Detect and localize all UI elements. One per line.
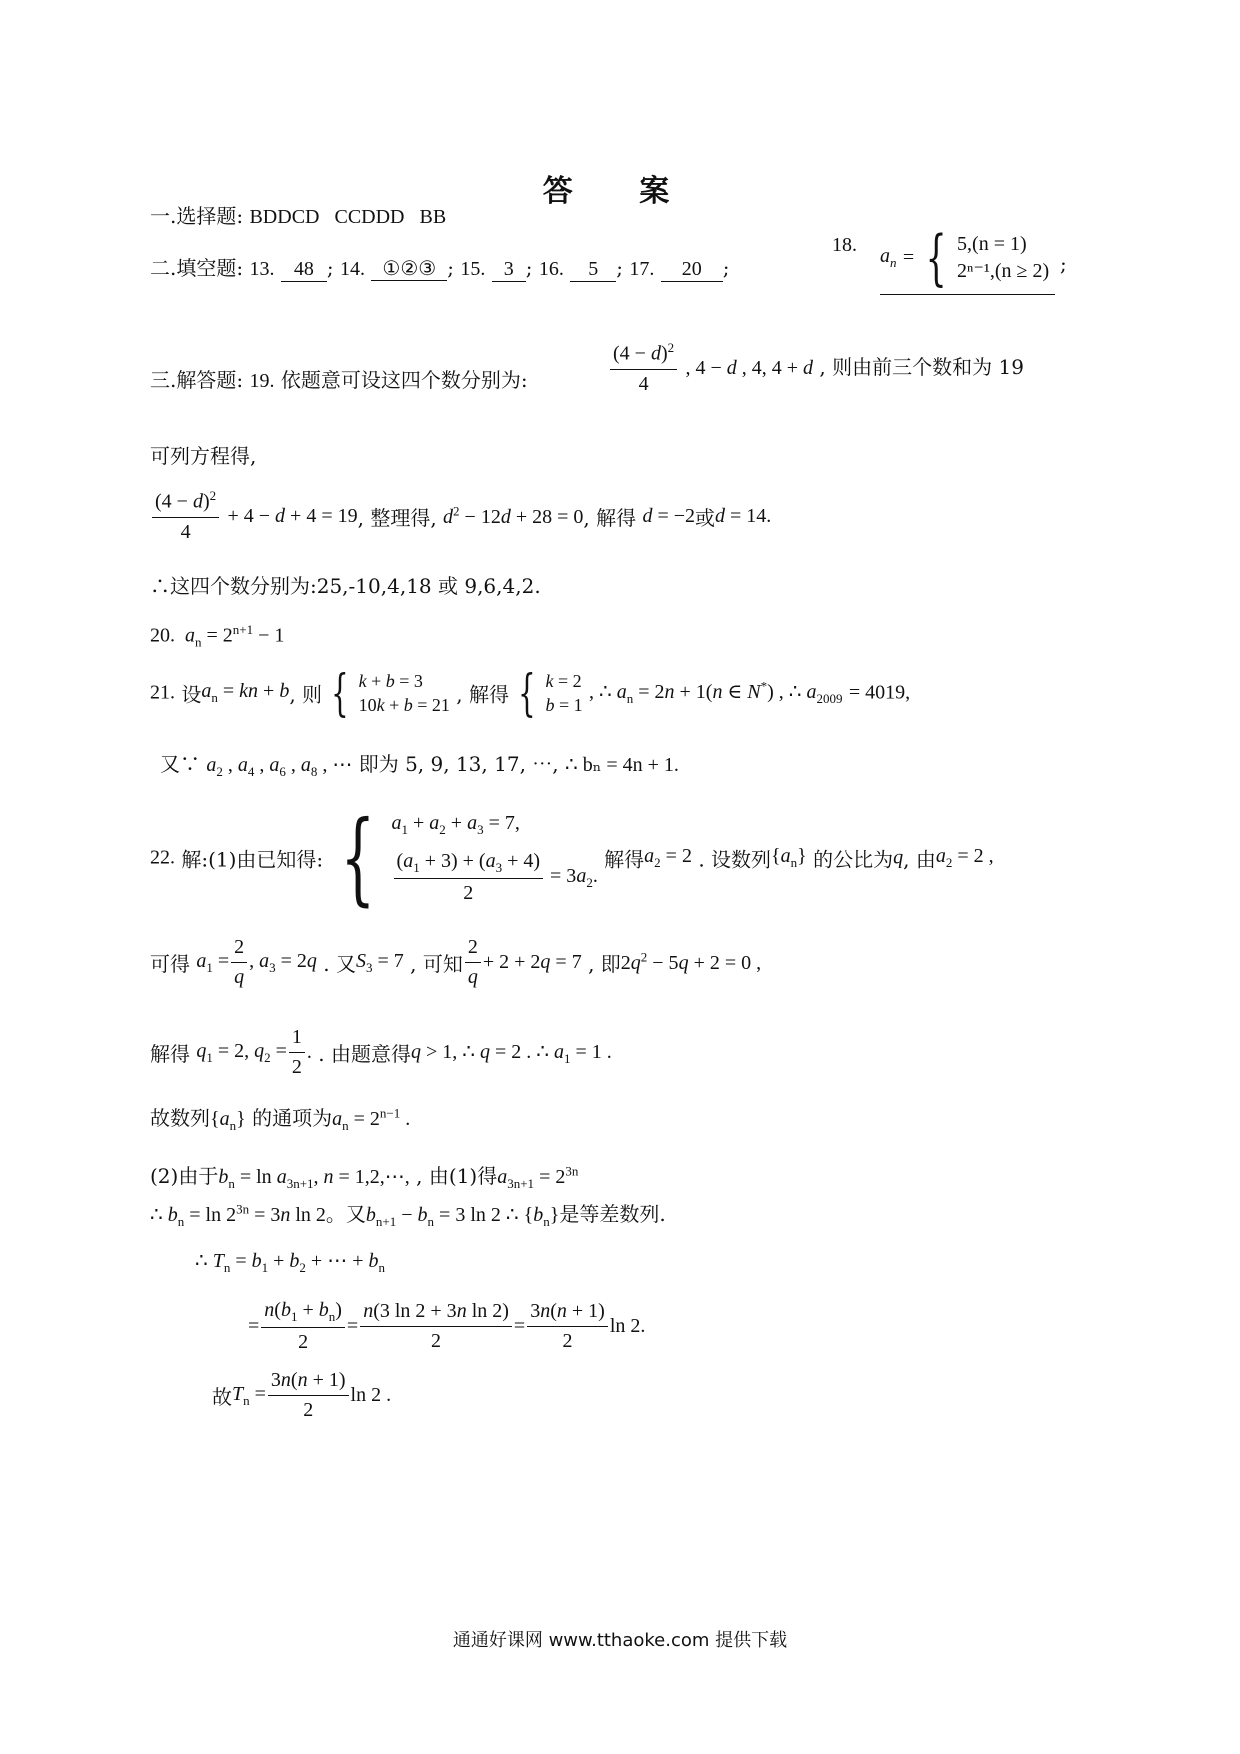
q19-or: 或 <box>695 505 716 530</box>
section-solve-label: 三.解答题: <box>150 368 244 392</box>
q22-t2: . 设数列 <box>698 847 772 872</box>
q22-tn-final: 故$T_n$ = $\frac{3n(n + 1)}{2}$ ln 2 . <box>212 1369 392 1421</box>
q22-part2-line2: ∴ $b_n = \ln 2^{3n} = 3n$ ln 2。又$b_{n+1} - b_n = 3$ ln 2 ∴ $\{b_n\}$是等差数列. <box>150 1201 666 1229</box>
q22-l2d: , 即 <box>588 952 621 976</box>
q22-gu: 故 <box>212 1385 232 1409</box>
q19-result: ∴这四个数分别为:25,-10,4,18 或 9,6,4,2. <box>150 574 541 598</box>
q19-text-b: , 则由前三个数和为 19 <box>819 354 1024 379</box>
q17-number: 17. <box>629 258 655 280</box>
q19-line2: 可列方程得, <box>150 444 257 468</box>
q19-line1 <box>150 364 528 393</box>
q22-t1: 解得 <box>604 847 645 872</box>
q22-p2b: , 由(1)得 <box>416 1164 498 1188</box>
q14-answer: ①②③ <box>371 256 447 281</box>
q21-line2: 又∵ $a_2$ , $a_4$ , $a_6$ , $a_8$ , ⋯ 即为 5, 9, 13, 17, ⋯, ∴ bₙ = 4n + 1. <box>160 752 679 779</box>
q19-solve-text: , 解得 <box>583 505 637 530</box>
q13-number: 13. <box>249 258 275 280</box>
q17-answer: 20 <box>661 258 723 282</box>
q21-number: 21. <box>150 681 175 704</box>
q16-number: 16. <box>538 258 564 280</box>
q22-line3: 解得 $q_1 = 2$, $q_2$ = $\frac{1}{2}$ . . 由题意得q > 1, ∴ q = 2 . ∴ $a_1 = 1$ . <box>150 1026 612 1078</box>
section-fill-label: 二.填空题: <box>150 256 244 280</box>
q20-answer: 20. $a_n = 2^{n+1} - 1$ <box>150 622 285 650</box>
q22-l4a: 故数列 <box>150 1106 210 1130</box>
q22-tn-line1: ∴ $T_n = b_1 + b_2$ + ⋯ + $b_n$ <box>195 1250 385 1275</box>
q22-p2d: 是等差数列. <box>559 1202 666 1226</box>
q18-semicolon: ; <box>1060 252 1067 276</box>
q21-bn: ∴ bₙ = 4n + 1. <box>565 754 679 776</box>
q18-case1: 5,(n = 1) <box>957 233 1027 255</box>
q15-number: 15. <box>460 258 486 280</box>
q21-line2a: 又∵ <box>160 752 200 776</box>
q22-part1: 解:(1)由已知得: <box>181 847 324 872</box>
q21-solve: , 解得 <box>456 682 509 707</box>
left-brace-icon: { <box>339 799 375 916</box>
q16-answer: 5 <box>570 258 616 282</box>
q18-answer <box>832 232 857 257</box>
q22-line2: 可得 $a_1$ = $\frac{2}{q}$ , $a_3 = 2q$ . 又$S_3 = 7$ , 可知 $\frac{2}{q}$ + 2 + 2q = 7 , 即$2q^2 - 5q + 2 = 0$ , <box>150 936 762 988</box>
q19-equation: $\frac{(4 - d)^2}{4}$ + 4 − d + 4 = 19, 整理得, $d^2 - 12d + 28 = 0$, 解得 d = −2或d = 14. <box>150 488 771 545</box>
q19-text-a: 依题意可设这四个数分别为: <box>280 368 528 392</box>
q18-formula: $a_n$ = { 5,(n = 1) 2ⁿ⁻¹,(n ≥ 2) <box>880 228 1055 295</box>
q22-tn-line2: = $\frac{n(b_1 + b_n)}{2}$ = $\frac{\text{n(3 ln 2 + 3n ln 2)}}{2}$ = $\frac{3n(n + 1)}{2}$ ln 2. <box>248 1299 646 1354</box>
q19-eq-text: , 整理得, <box>357 505 437 530</box>
q20-number: 20. <box>150 624 175 647</box>
q22-p2c: 。又 <box>325 1202 366 1226</box>
q22-l2a: 可得 <box>150 952 190 976</box>
q18-number: 18. <box>832 234 857 256</box>
q21-line1: 21. 设$a_n$ = kn + b, 则 { k + b = 3 10k + b = 21 , 解得 { k = 2 b = 1 , ∴ $a_n = 2n + 1(n$ ∈ N*) , ∴ $a_{2009} = 4019$, <box>150 664 911 722</box>
page-title: 答 案 <box>542 174 698 209</box>
q22-l3a: 解得 <box>150 1042 190 1066</box>
q21-then: , 则 <box>289 682 323 707</box>
q22-l2c: , 可知 <box>410 952 463 976</box>
choice-answers: BDDCD CCDDD BB <box>249 206 447 228</box>
q15-answer: 3 <box>492 258 526 282</box>
q22-l3b: . 由题意得 <box>318 1042 411 1066</box>
q22-line1: 22. 解:(1)由已知得: { $a_1 + a_2 + a_3 = 7$, $\frac{(a_1 + 3) + (a_3 + 4)}{2}$ = $3a_2$. 解得$a_2 = 2$ . 设数列$\{a_n\}$ 的公比为q, 由$a_2 = 2$ , <box>150 799 994 916</box>
q14-number: 14. <box>339 258 365 280</box>
q21-a2009: = 4019, <box>848 681 911 704</box>
q22-l4b: 的通项为 <box>252 1106 333 1130</box>
q18-case2: 2ⁿ⁻¹,(n ≥ 2) <box>957 260 1050 282</box>
section-fill: 二.填空题: 13. 48 ; 14. ①②③ ; 15. 3 ; 16. 5 ; 17. 20 ; <box>150 256 730 280</box>
section-choice-label: 一.选择题: <box>150 204 244 228</box>
q22-t3: 的公比为 <box>813 847 894 872</box>
left-brace-icon: { <box>925 223 947 293</box>
q19-number: 19. <box>249 370 275 392</box>
q21-set: 设 <box>181 682 202 707</box>
left-brace-icon: { <box>518 664 536 722</box>
section-choice <box>150 200 446 229</box>
q13-answer: 48 <box>281 258 327 282</box>
left-brace-icon: { <box>331 664 350 722</box>
q22-number: 22. <box>150 846 175 869</box>
page-footer: 通通好课网 www.tthaoke.com 提供下载 <box>452 1630 788 1651</box>
q19-fraction: $\frac{(4 - d)^2}{4}$ , 4 − d , 4, 4 + d , 则由前三个数和为 19 <box>608 340 1024 397</box>
q21-line2b: 即为 5, 9, 13, 17, ⋯, <box>358 752 559 776</box>
q22-l2b: . 又 <box>323 952 356 976</box>
q22-t4: , 由 <box>903 847 936 872</box>
q22-p2a: (2)由于 <box>150 1164 219 1188</box>
q22-line4: 故数列$\{a_n\}$ 的通项为$a_n = 2^{n-1}$ . <box>150 1105 411 1133</box>
q22-part2-line1: (2)由于$b_n = \ln a_{3n+1}$, n = 1,2,⋯, , 由(1)得$a_{3n+1} = 2^{3n}$ <box>150 1163 579 1191</box>
